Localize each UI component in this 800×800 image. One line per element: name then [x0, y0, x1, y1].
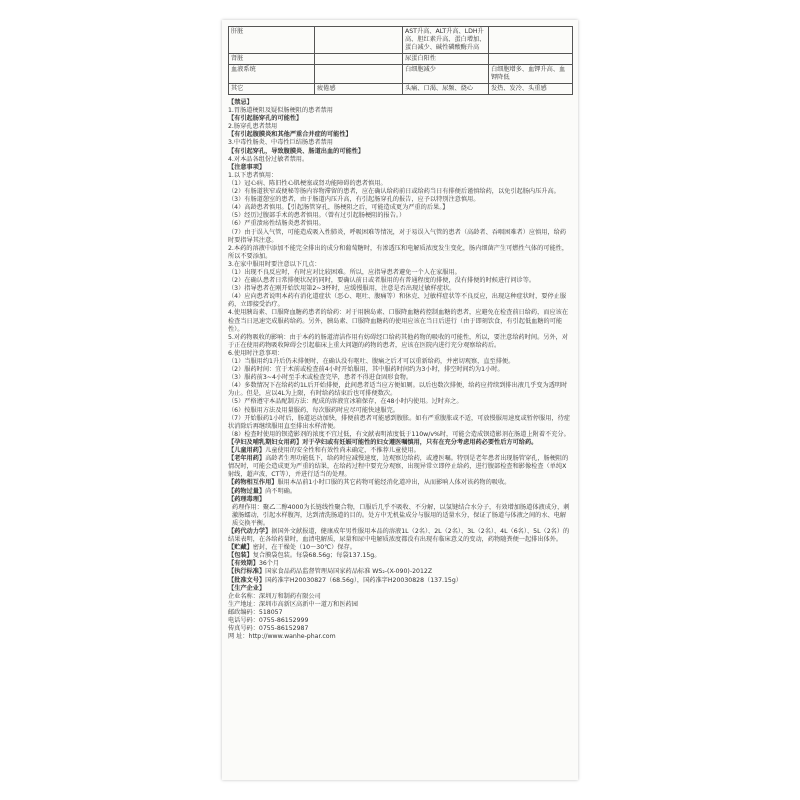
section-heading-cautions: 【注意事项】: [228, 163, 266, 171]
table-cell: 白细胞减少: [403, 65, 489, 84]
caution-list: [228, 172, 572, 439]
list-item: 传真号码：0755-86152987: [228, 625, 309, 633]
list-item: 【有引起肠穿孔的可能性】: [228, 115, 303, 123]
list-item: （2）在确认患者日常排便状况的同时，要确认前日或者服用的有普通程度的排便，没有排便的时候进行问诊等。: [228, 277, 536, 285]
list-item: 2.肠穿孔患者禁用: [228, 123, 278, 131]
section-overdose: 【药物过量】尚不明确。: [228, 487, 297, 495]
list-item: （6）按服用方法及用量服药，每次服药时应尽可能快速服完。: [228, 406, 399, 414]
section-pregnancy: 【孕妇及哺乳期妇女用药】对于孕妇或有妊娠可能性的妇女遵医嘱慎用，只有在充分考虑用药必要性后方可给药。: [228, 438, 538, 446]
table-cell: 头痛、口渴、尿频、烧心: [403, 84, 489, 95]
list-item: （7）由于误入气管，可能造成吸入性肺炎，呼吸困难等情况，对于易误入气管的患者（高龄者、吞咽困难者）应慎用，给药时要指导其注意。: [228, 228, 567, 244]
list-item: 3.在家中服用时要注意以下几点：: [228, 260, 321, 268]
list-item: （3）服药前3~4小时至手术或检查完毕，患者不得进食固形食物。: [228, 374, 413, 382]
section-pharmacology: 药理作用：聚乙二醇4000为长链线性聚合物，口服后几乎不吸收、不分解，以氢键结合水分子，有效增加肠道体液成分，刺激肠蠕动，引起水样腹泻，达到清洗肠道的目的。处方中无机盐成分与服用的适量水分，保证了肠道与体液之间的水、电解质交换平衡。: [232, 503, 570, 527]
section-approval: 【批准文号】国药准字H20030827（68.56g），国药准字H20030828（137.15g）: [228, 576, 462, 584]
section-heading-contraindications: 【禁忌】: [228, 99, 253, 106]
list-item: （1）冠心病、陈旧性心肌梗塞或肾功能障碍的患者慎用。: [228, 179, 387, 187]
list-item: （4）应向患者说明本药有消化道症状（恶心、呕吐、腹痛等）和休克、过敏样症状等不良反应，出现这种症状时，要停止服药，立即接受治疗。: [228, 293, 567, 309]
table-cell: 白细胞增多、血钾升高、血钾降低: [489, 65, 573, 84]
list-item: （4）高龄患者慎用。【引起肠管穿孔，肠梗阻之后，可能造成更为严重的后果。】: [228, 204, 449, 212]
table-cell: [315, 65, 403, 84]
table-cell: [315, 27, 403, 54]
section-standard: 【执行标准】国家食品药品监督管理局国家药品标准 WS₂-(X-090)-2012Z: [228, 568, 433, 576]
table-cell: 其它: [229, 84, 315, 95]
list-item: 【有引起穿孔，导致腹膜炎、肠道出血的可能性】: [228, 147, 365, 155]
list-item: （3）指导患者在刚开始饮用第2~3杯时，应缓慢服用，注意是否出现过敏样症状。: [228, 285, 456, 293]
table-row: [229, 27, 573, 54]
table-cell: [489, 54, 573, 65]
list-item: 4.使用胰岛素、口服降血糖药患者的给药：对于用胰岛素、口服降血糖药控制血糖的患者，应避免在检查前日给药，而应该在检查当日迅速完成服药给药。另外，胰岛素、口服降血糖药的使用应该在当日后进行（由于即刻饮食，有引起低血糖的可能性）。: [228, 309, 569, 333]
table-row: [229, 54, 573, 65]
list-item: （7）开始服药1小时后，肠道运动加快，排便前患者可能感到腹胀。如有严重腹胀或不适，可放慢服用速度或暂停服用，待症状消除后再继续服用直至排出水样清便。: [228, 414, 570, 430]
list-item: 电话号码：0755-86152999: [228, 617, 309, 624]
section-heading-pharmacology: 【药理毒理】: [228, 495, 266, 503]
list-item: （3）有肠道憩室的患者，由于肠道内压升高，有引起肠穿孔的报告，应予以特别注意慎用。: [228, 196, 480, 204]
list-item: （5）经历过腹部手术的患者慎用。（曾有过引起肠梗阻的报告。）: [228, 212, 406, 220]
table-cell: 发热、发冷、头重感: [489, 84, 573, 95]
section-elderly: 【老年用药】高龄者生理功能低下，给药时应减慢速度，边观察边给药，或遵医嘱。特别是老年患者出现肠管穿孔，肠梗阻的情况时，可能会造成更为严重的结果，在给药过程中要充分观察，出现异常立即停止给药，进行腹部检查和影像检查（单纯X射线，超声波，CT等），并进行适当的处理。: [228, 455, 569, 479]
section-pharmacokinetics: 【药代动力学】据国外文献报道，健康成年男性服用本品的溶液1L（2名）、2L（2名）、3L（2名）、4L（6名）、5L（2名）的结果表明，在各给药量时，血清电解质，尿量和尿中电解质浓度都没有出现有临床意义的变动，药物随粪便一起排出体外。: [228, 527, 570, 544]
section-package: 【包装】复合膜袋包装。每袋68.56g；每袋137.15g。: [228, 552, 381, 560]
table-row: [229, 65, 573, 84]
list-item: （1）出现不良反应时，有时应对比较困难。所以，应指导患者避免一个人在家服用。: [228, 268, 461, 276]
adverse-reaction-table: [228, 26, 573, 95]
list-item: 4.对本品各组份过敏者禁用。: [228, 155, 309, 163]
table-cell: 尿蛋白阳性: [403, 54, 489, 65]
insert-text: [228, 99, 572, 641]
list-item: （1）当服用约1升后仍未排便时，在确认没有呕吐、腹痛之后才可以重新给药，并密切观察，直至排便。: [228, 358, 515, 365]
table-cell: 肝脏: [229, 27, 315, 54]
list-item: （2）有肠道狭窄或便秘等肠内容物滞留的患者，应在确认给药前日或给药当日有排便后谨慎给药，以免引起肠内压升高。: [228, 188, 560, 196]
table-cell: 肾脏: [229, 54, 315, 65]
package-insert-sheet: [222, 20, 578, 780]
table-cell: 疲倦感: [315, 84, 403, 95]
list-item: （4）多数情况下在给药约1L后开始排便，此间患者适当应方便如厕。以后也数次排便，给药应持续到排出液几乎变为透明时为止。但是，应以4L为上限，有时给药结束后也可排便数次。: [228, 382, 568, 398]
list-item: （6）严重溃疡性结肠炎患者慎用。: [228, 220, 325, 228]
list-item: 5.对药物吸收的影响：由于本药的肠道清洁作用有妨碍经口给药其他药物的吸收的可能性，所以，要注意给药时间。另外，对于正在使用药物吸收障碍会引起临床上重大问题的药物的患者，应该在医院内进行充分观察给药后。: [228, 333, 569, 349]
section-heading-manufacturer: 【生产企业】: [228, 584, 266, 592]
list-item: （5）严格遵守本品配制方法：配成的溶液宜冰箱保存，在48小时内使用。过时弃之。: [228, 398, 463, 406]
table-cell: 血液系统: [229, 65, 315, 84]
insert-content: [228, 26, 572, 641]
list-item: 6.使用时注意事项：: [228, 349, 284, 357]
table-cell: AST升高、ALT升高、LDH升高、胆红素升高、蛋白增加、蛋白减少、碱性磷酸酶升高: [403, 27, 489, 54]
list-item: 2.本药的溶液中添加不能完全排出的成分和葡萄糖时，有渗透压和电解质浓度发生变化，肠内细菌产生可燃性气体的可能性，所以不要添加。: [228, 244, 569, 260]
section-children: 【儿童用药】儿童使用的安全性和有效性尚未确定，不推荐儿童使用。: [228, 447, 420, 455]
contraindication-list: [228, 107, 572, 164]
table-row: [229, 84, 573, 95]
list-item: 企业名称：深圳万和制药有限公司: [228, 592, 321, 600]
manufacturer-info: [228, 593, 572, 642]
list-item: 邮政编码：518057: [228, 608, 283, 616]
list-item: 【有引起腹膜炎和其他严重合并症的可能性】: [228, 131, 352, 139]
list-item: 网 址：http://www.wanhe-phar.com: [228, 633, 336, 641]
table-cell: [489, 27, 573, 54]
list-item: （8）检查时使用的钡造影剂的浓度不宜过低，有文献表明浓度低于110w/v%时，可能会造成钡造影剂在肠道上附着不充分。: [228, 430, 570, 438]
table-cell: [315, 54, 403, 65]
list-item: 生产地址：深圳市高新区高新中一道万和医药园: [228, 600, 358, 608]
list-item: 1.以下患者慎用：: [228, 171, 278, 179]
list-item: 3.中毒性肠炎、中毒性巨结肠患者禁用: [228, 139, 333, 147]
section-storage: 【贮藏】密封，在干燥处（10～30℃）保存。: [228, 544, 356, 552]
section-validity: 【有效期】36个月: [228, 560, 280, 568]
list-item: 1.胃肠道梗阻及疑似肠梗阻的患者禁用: [228, 107, 333, 115]
section-interactions: 【药物相互作用】服用本品前1小时口服的其它药物可能经消化道冲出，从而影响人体对该药物的吸收。: [228, 479, 511, 487]
list-item: （2）服药时间：宜于术前或检查前4小时开始服用，其中服药时间约为3小时，排空时间约为1小时。: [228, 366, 504, 374]
